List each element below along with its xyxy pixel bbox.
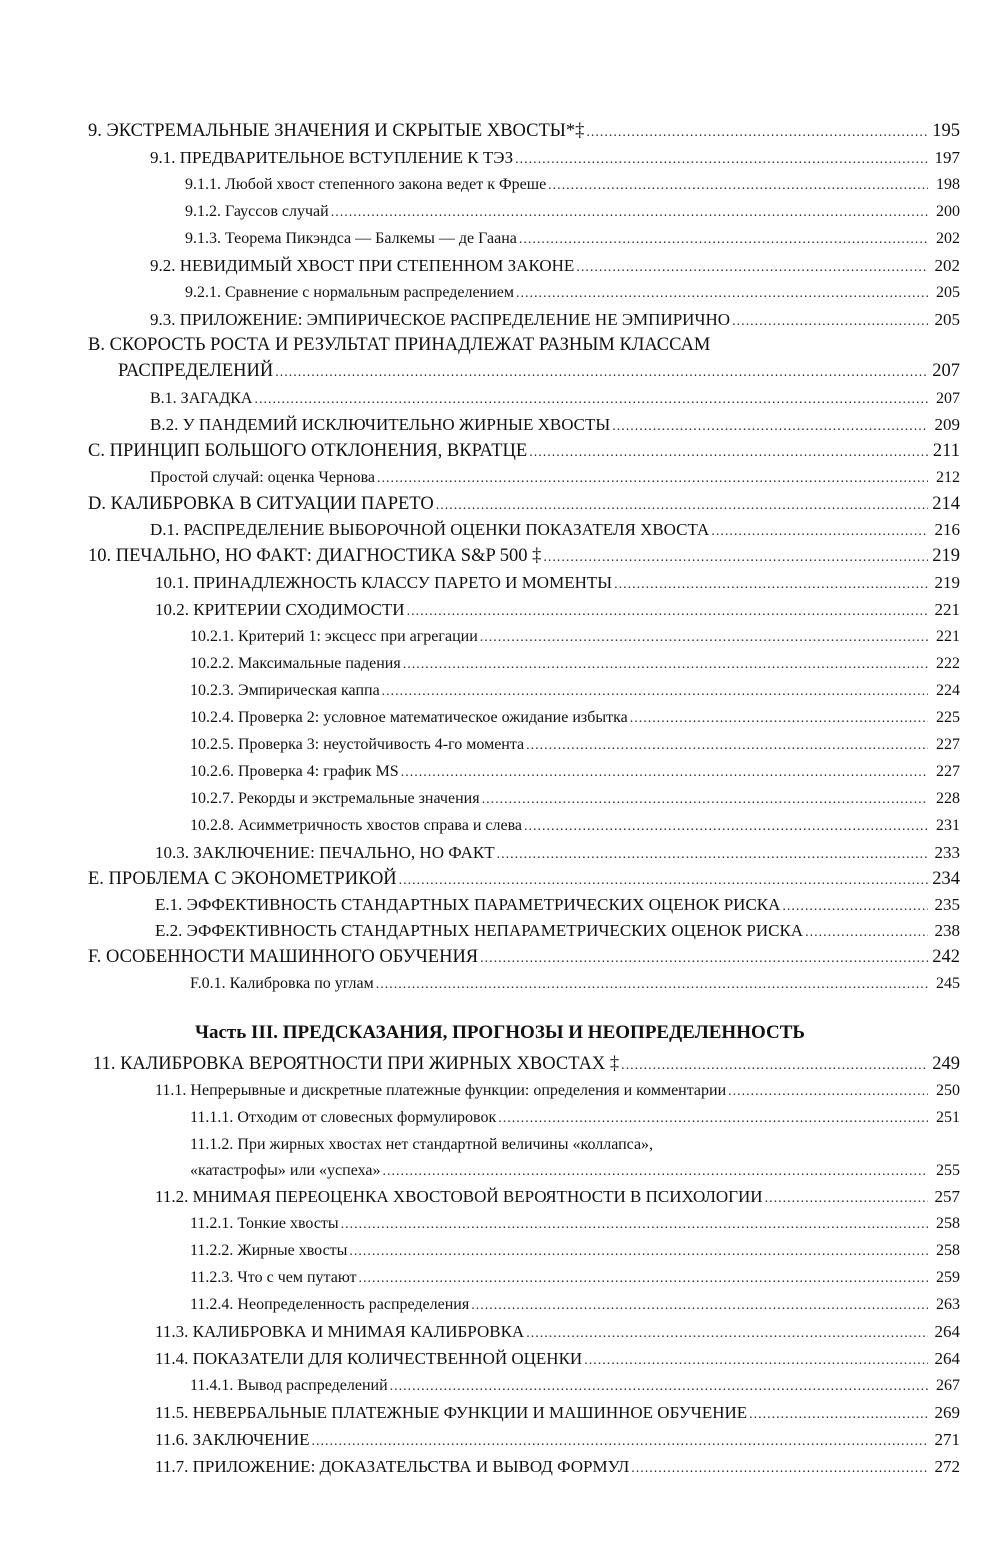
toc-page-number: 255 — [936, 1162, 960, 1179]
dot-leader — [436, 493, 928, 519]
toc-entry-title: 9.3. ПРИЛОЖЕНИЕ: ЭМПИРИЧЕСКОЕ РАСПРЕДЕЛЕНИЕ НЕ ЭМПИРИЧНО — [150, 310, 731, 329]
toc-page-number: 222 — [936, 655, 960, 672]
toc-entry-title: 9.1. ПРЕДВАРИТЕЛЬНОЕ ВСТУПЛЕНИЕ К ТЭЗ — [150, 148, 514, 167]
dot-leader — [631, 1456, 928, 1482]
toc-page-number: 227 — [936, 763, 960, 780]
dot-leader — [341, 1212, 928, 1238]
dot-leader — [515, 147, 928, 173]
dot-leader — [782, 894, 928, 920]
toc-entry-title: F.0.1. Калибровка по углам — [190, 975, 374, 992]
toc-entry[interactable] — [155, 1454, 960, 1480]
dot-leader — [805, 920, 928, 946]
toc-entry[interactable] — [185, 172, 960, 198]
toc-entry-title: 11.6. ЗАКЛЮЧЕНИЕ — [155, 1430, 310, 1449]
toc-entry[interactable] — [155, 840, 960, 866]
toc-page-number: 234 — [932, 869, 960, 889]
dot-leader — [526, 733, 928, 759]
dot-leader — [311, 1429, 928, 1455]
toc-entry-title: 10.2.8. Асимметричность хвостов справа и слева — [190, 817, 523, 834]
toc-page-number: 242 — [932, 947, 960, 967]
toc-entry-title: 10.2.7. Рекорды и экстремальные значения — [190, 790, 480, 807]
toc-entry-title: 10.2. КРИТЕРИИ СХОДИМОСТИ — [155, 600, 405, 619]
toc-page-number: 250 — [936, 1082, 960, 1099]
toc-page-number: 205 — [936, 284, 960, 301]
toc-page-number: 271 — [934, 1430, 960, 1449]
toc-page-number: 251 — [936, 1109, 960, 1126]
dot-leader — [749, 1402, 928, 1428]
dot-leader — [519, 227, 928, 253]
toc-page-number: 264 — [934, 1349, 960, 1368]
toc-entry[interactable] — [118, 358, 960, 384]
toc-entry[interactable] — [155, 1346, 960, 1372]
toc-entry-title: 11.1.1. Отходим от словесных формулировок — [190, 1109, 497, 1126]
toc-entry[interactable] — [88, 866, 960, 892]
toc-page-number: 227 — [936, 736, 960, 753]
toc-page-number: 207 — [932, 361, 960, 381]
toc-page-number: 197 — [934, 148, 960, 167]
dot-leader — [382, 679, 928, 705]
dot-leader — [482, 787, 928, 813]
toc-entry-title: 10.2.4. Проверка 2: условное математическое ожидание избытка — [190, 709, 628, 726]
dot-leader — [331, 200, 928, 226]
toc-page-number: 258 — [936, 1242, 960, 1259]
toc-entry[interactable] — [150, 517, 960, 543]
toc-entry[interactable] — [185, 226, 960, 252]
toc-page-number: 219 — [934, 573, 960, 592]
toc-page-number: 212 — [936, 469, 960, 486]
toc-entry[interactable] — [88, 118, 960, 144]
toc-entry[interactable] — [190, 678, 960, 704]
toc-entry-title: 9.2.1. Сравнение с нормальным распределением — [185, 284, 514, 301]
toc-entry[interactable] — [155, 892, 960, 918]
toc-entry-title: E.1. ЭФФЕКТИВНОСТЬ СТАНДАРТНЫХ ПАРАМЕТРИЧЕСКИХ ОЦЕНОК РИСКА — [155, 895, 781, 914]
toc-entry[interactable] — [190, 813, 960, 839]
toc-entry-title: 9.1.1. Любой хвост степенного закона ведет к Фреше — [185, 176, 547, 193]
toc-page-number: 272 — [934, 1457, 960, 1476]
toc-entry[interactable] — [190, 1158, 960, 1184]
toc-entry[interactable] — [190, 1265, 960, 1291]
dot-leader — [584, 1348, 928, 1374]
toc-entry-title: 11.2. МНИМАЯ ПЕРЕОЦЕНКА ХВОСТОВОЙ ВЕРОЯТНОСТИ В ПСИХОЛОГИИ — [155, 1187, 763, 1206]
toc-entry[interactable] — [190, 1373, 960, 1399]
toc-entry-title: F. ОСОБЕННОСТИ МАШИННОГО ОБУЧЕНИЯ — [88, 947, 479, 967]
toc-entry-title: 10. ПЕЧАЛЬНО, НО ФАКТ: ДИАГНОСТИКА S&P 500 ‡ — [88, 546, 542, 566]
toc-entry-title: C. ПРИНЦИП БОЛЬШОГО ОТКЛОНЕНИЯ, ВКРАТЦЕ — [88, 441, 528, 461]
toc-entry[interactable] — [155, 597, 960, 623]
toc-entry-title: 11.2.4. Неопределенность распределения — [190, 1296, 470, 1313]
dot-leader — [732, 309, 928, 335]
toc-page-number: 198 — [936, 176, 960, 193]
toc-page-number: 211 — [932, 441, 960, 461]
toc-entry-title: 11. КАЛИБРОВКА ВЕРОЯТНОСТИ ПРИ ЖИРНЫХ ХВОСТАХ ‡ — [93, 1054, 620, 1074]
dot-leader — [382, 1159, 928, 1185]
toc-entry[interactable] — [88, 944, 960, 970]
toc-entry-title: 10.2.2. Максимальные падения — [190, 655, 401, 672]
toc-entry[interactable] — [88, 491, 960, 517]
toc-entry-title: 11.1.2. При жирных хвостах нет стандартной величины «коллапса», — [190, 1136, 654, 1153]
toc-entry[interactable] — [150, 386, 960, 412]
toc-entry-title: 10.2.5. Проверка 3: неустойчивость 4-го момента — [190, 736, 525, 753]
toc-page-number: 209 — [934, 415, 960, 434]
dot-leader — [543, 545, 928, 571]
toc-entry-title: 11.2.2. Жирные хвосты — [190, 1242, 348, 1259]
dot-leader — [621, 1053, 928, 1079]
dot-leader — [471, 1293, 928, 1319]
toc-entry-title-cont: «катастрофы» или «успеха» — [190, 1162, 381, 1179]
toc-page-number: 263 — [936, 1296, 960, 1313]
dot-leader — [548, 173, 928, 199]
toc-entry[interactable] — [190, 1211, 960, 1237]
dot-leader — [254, 387, 928, 413]
toc-page-number: 245 — [936, 975, 960, 992]
toc-entry-title: B. СКОРОСТЬ РОСТА И РЕЗУЛЬТАТ ПРИНАДЛЕЖАТ РАЗНЫМ КЛАССАМ — [88, 335, 711, 355]
toc-page-number: 214 — [932, 494, 960, 514]
toc-entry-title: 9.1.3. Теорема Пикэндса — Балкемы — де Гаана — [185, 230, 517, 247]
dot-leader — [403, 652, 928, 678]
toc-entry[interactable] — [155, 918, 960, 944]
toc-page-number: 228 — [936, 790, 960, 807]
toc-page-number: 200 — [936, 203, 960, 220]
toc-entry-title: B.2. У ПАНДЕМИЙ ИСКЛЮЧИТЕЛЬНО ЖИРНЫЕ ХВОСТЫ — [150, 415, 611, 434]
toc-entry-title: 10.2.1. Критерий 1: эксцесс при агрегации — [190, 628, 478, 645]
toc-page-number: 269 — [934, 1403, 960, 1422]
toc-entry[interactable] — [190, 1292, 960, 1318]
toc-entry-title: 11.5. НЕВЕРБАЛЬНЫЕ ПЛАТЕЖНЫЕ ФУНКЦИИ И МАШИННОЕ ОБУЧЕНИЕ — [155, 1403, 748, 1422]
toc-entry-title: 11.3. КАЛИБРОВКА И МНИМАЯ КАЛИБРОВКА — [155, 1322, 525, 1341]
dot-leader — [480, 946, 928, 972]
toc-page-number: 205 — [934, 310, 960, 329]
toc-entry-title: 9. ЭКСТРЕМАЛЬНЫЕ ЗНАЧЕНИЯ И СКРЫТЫЕ ХВОСТЫ*‡ — [88, 121, 585, 141]
toc-entry[interactable] — [155, 1400, 960, 1426]
toc-entry-title: 11.1. Непрерывные и дискретные платежные функции: определения и комментарии — [155, 1082, 727, 1099]
toc-page-number: 219 — [932, 546, 960, 566]
toc-page-number: 267 — [936, 1377, 960, 1394]
toc-entry[interactable] — [190, 1105, 960, 1131]
toc-entry-title: 9.1.2. Гауссов случай — [185, 203, 329, 220]
toc-entry[interactable] — [190, 732, 960, 758]
dot-leader — [586, 120, 928, 146]
toc-page-number: 235 — [934, 895, 960, 914]
dot-leader — [524, 814, 928, 840]
dot-leader — [390, 1374, 928, 1400]
toc-page-number: 233 — [934, 843, 960, 862]
dot-leader — [630, 706, 928, 732]
toc-entry-title: 11.2.1. Тонкие хвосты — [190, 1215, 339, 1232]
toc-entry-title: 9.2. НЕВИДИМЫЙ ХВОСТ ПРИ СТЕПЕННОМ ЗАКОНЕ — [150, 256, 575, 275]
toc-entry-title: 11.2.3. Что с чем путают — [190, 1269, 357, 1286]
toc-entry[interactable] — [155, 1427, 960, 1453]
dot-leader — [377, 466, 928, 492]
dot-leader — [728, 1079, 928, 1105]
dot-leader — [529, 440, 928, 466]
toc-entry-title: 11.4. ПОКАЗАТЕЛИ ДЛЯ КОЛИЧЕСТВЕННОЙ ОЦЕНКИ — [155, 1349, 583, 1368]
toc-entry-title: D.1. РАСПРЕДЕЛЕНИЕ ВЫБОРОЧНОЙ ОЦЕНКИ ПОКАЗАТЕЛЯ ХВОСТА — [150, 520, 710, 539]
toc-entry-title-cont: РАСПРЕДЕЛЕНИЙ — [118, 361, 274, 381]
toc-entry[interactable] — [88, 543, 960, 569]
toc-entry-title: 10.2.3. Эмпирическая каппа — [190, 682, 380, 699]
toc-page-number: 202 — [934, 256, 960, 275]
toc-entry[interactable] — [155, 1078, 960, 1104]
toc-entry[interactable] — [155, 1319, 960, 1345]
toc-page-number: 238 — [934, 921, 960, 940]
toc-entry[interactable] — [150, 253, 960, 279]
dot-leader — [576, 255, 928, 281]
toc-entry-title: 10.3. ЗАКЛЮЧЕНИЕ: ПЕЧАЛЬНО, НО ФАКТ — [155, 843, 495, 862]
toc-entry-title: B.1. ЗАГАДКА — [150, 390, 253, 407]
toc-page-number: 225 — [936, 709, 960, 726]
toc-entry-title: E. ПРОБЛЕМА С ЭКОНОМЕТРИКОЙ — [88, 869, 397, 889]
toc-entry[interactable] — [190, 1238, 960, 1264]
toc-entry[interactable] — [93, 1051, 960, 1077]
dot-leader — [407, 599, 928, 625]
toc-entry-title: 11.4.1. Вывод распределений — [190, 1377, 388, 1394]
toc-entry[interactable] — [185, 199, 960, 225]
toc-page-number: 207 — [936, 390, 960, 407]
toc-entry[interactable] — [88, 438, 960, 464]
toc-entry[interactable] — [190, 705, 960, 731]
dot-leader — [359, 1266, 928, 1292]
toc-entry[interactable] — [190, 786, 960, 812]
toc-page-number: 221 — [936, 628, 960, 645]
toc-entry-title: 10.2.6. Проверка 4: график MS — [190, 763, 399, 780]
part-heading: Часть III. ПРЕДСКАЗАНИЯ, ПРОГНОЗЫ И НЕОПРЕДЕЛЕННОСТЬ — [195, 1022, 805, 1043]
toc-entry-title: E.2. ЭФФЕКТИВНОСТЬ СТАНДАРТНЫХ НЕПАРАМЕТРИЧЕСКИХ ОЦЕНОК РИСКА — [155, 921, 804, 940]
dot-leader — [399, 868, 928, 894]
toc-entry[interactable] — [150, 307, 960, 333]
toc-entry[interactable] — [190, 624, 960, 650]
toc-page-number: 216 — [934, 520, 960, 539]
toc-entry-title: 10.1. ПРИНАДЛЕЖНОСТЬ КЛАССУ ПАРЕТО И МОМЕНТЫ — [155, 573, 613, 592]
dot-leader — [526, 1321, 928, 1347]
dot-leader — [614, 572, 928, 598]
toc-entry[interactable] — [190, 651, 960, 677]
toc-entry[interactable] — [150, 412, 960, 438]
toc-entry-title: 11.7. ПРИЛОЖЕНИЕ: ДОКАЗАТЕЛЬСТВА И ВЫВОД ФОРМУЛ — [155, 1457, 630, 1476]
dot-leader — [480, 625, 928, 651]
toc-entry[interactable] — [190, 971, 960, 997]
toc-page-number: 249 — [932, 1054, 960, 1074]
toc-entry[interactable] — [155, 1184, 960, 1210]
toc-entry[interactable] — [185, 280, 960, 306]
toc-page-number: 221 — [934, 600, 960, 619]
dot-leader — [498, 1106, 928, 1132]
toc-entry[interactable] — [155, 570, 960, 596]
toc-page-number: 259 — [936, 1269, 960, 1286]
toc-entry-title: Простой случай: оценка Чернова — [150, 469, 376, 486]
dot-leader — [401, 760, 928, 786]
toc-page-number: 257 — [934, 1187, 960, 1206]
toc-entry[interactable] — [150, 465, 960, 491]
dot-leader — [497, 842, 928, 868]
toc-page-number: 258 — [936, 1215, 960, 1232]
toc-page-number: 224 — [936, 682, 960, 699]
dot-leader — [516, 281, 928, 307]
toc-page-number: 195 — [932, 121, 960, 141]
toc-entry[interactable] — [190, 759, 960, 785]
toc-entry[interactable] — [150, 145, 960, 171]
dot-leader — [349, 1239, 928, 1265]
dot-leader — [376, 972, 928, 998]
dot-leader — [765, 1186, 928, 1212]
dot-leader — [711, 519, 928, 545]
dot-leader — [275, 360, 928, 386]
dot-leader — [612, 414, 928, 440]
toc-page-number: 264 — [934, 1322, 960, 1341]
toc-entry-title: D. КАЛИБРОВКА В СИТУАЦИИ ПАРЕТО — [88, 494, 434, 514]
toc-page-number: 202 — [936, 230, 960, 247]
toc-page-number: 231 — [936, 817, 960, 834]
